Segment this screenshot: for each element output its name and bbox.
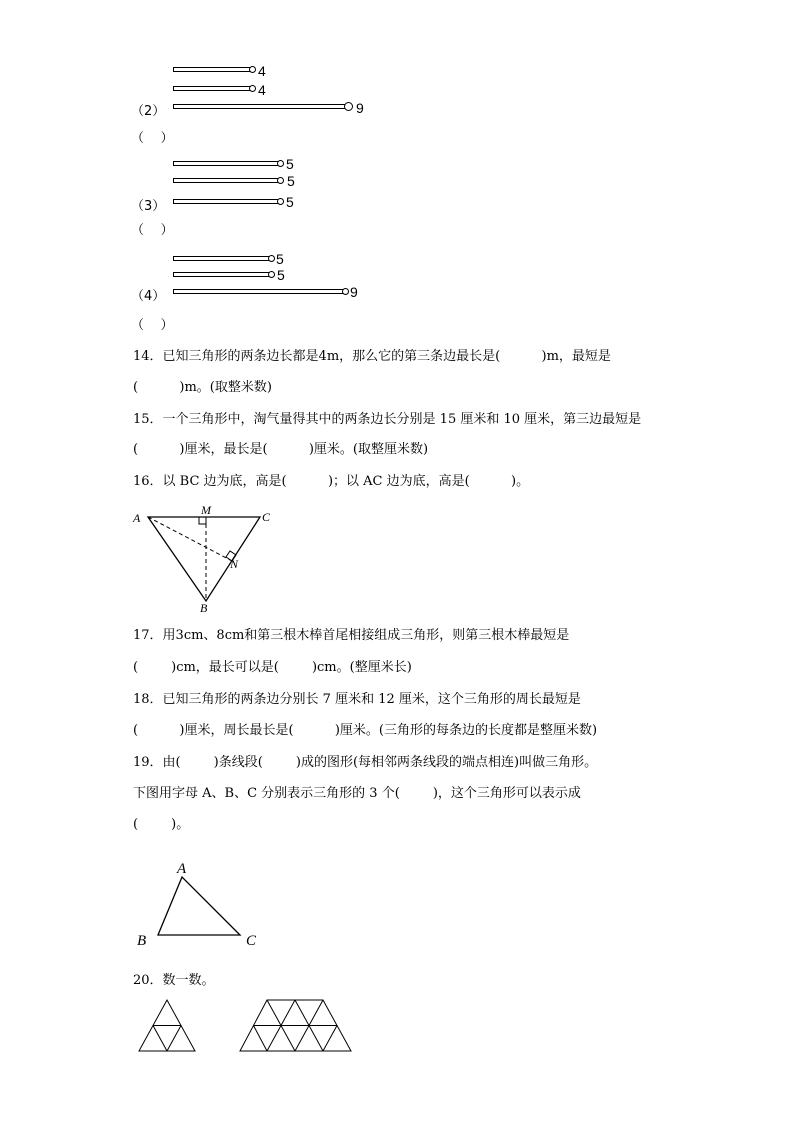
question-19-line3: ( )。 bbox=[133, 817, 190, 832]
question-14-line2: ( )m。(取整米数) bbox=[133, 380, 272, 395]
answer-blank[interactable]: （ ） bbox=[131, 223, 174, 238]
question-14-line1: 14．已知三角形的两条边长都是4m，那么它的第三条边最长是( )m，最短是 bbox=[133, 349, 611, 364]
group-label: （2） bbox=[131, 104, 166, 119]
rod bbox=[173, 86, 252, 91]
rod-length: 5 bbox=[277, 267, 285, 283]
rod-length: 9 bbox=[350, 284, 358, 300]
point-label-m: M bbox=[201, 503, 211, 517]
question-17-line2: ( )cm，最长可以是( )cm。(整厘米长) bbox=[133, 660, 412, 675]
rod-end bbox=[344, 102, 353, 111]
right-angle-mark-m bbox=[199, 517, 206, 524]
rod-length: 5 bbox=[276, 251, 284, 267]
triangle-abc-figure bbox=[130, 855, 270, 955]
question-20-line1: 20．数一数。 bbox=[133, 973, 215, 988]
question-17-line1: 17．用3cm、8cm和第三根木棒首尾相接组成三角形，则第三根木棒最短是 bbox=[133, 628, 570, 643]
rod-length: 5 bbox=[287, 173, 295, 189]
vertex-label-a: A bbox=[177, 861, 187, 877]
vertex-label-b: B bbox=[137, 933, 147, 949]
question-18-line2: ( )厘米，周长最长是( )厘米。(三角形的每条边的长度都是整厘米数) bbox=[133, 723, 598, 738]
rod-length: 5 bbox=[286, 156, 294, 172]
rod bbox=[173, 161, 280, 166]
rod-end bbox=[249, 66, 256, 73]
vertex-label-c: C bbox=[262, 510, 271, 524]
group-label: （3） bbox=[131, 199, 166, 214]
rod-length: 4 bbox=[258, 82, 266, 98]
question-19-line2: 下图用字母 A、B、C 分别表示三角形的 3 个( )，这个三角形可以表示成 bbox=[133, 786, 581, 801]
rod bbox=[173, 199, 280, 204]
rod bbox=[173, 289, 345, 294]
group-label: （4） bbox=[131, 289, 166, 304]
question-15-line1: 15．一个三角形中，淘气量得其中的两条边长分别是 15 厘米和 10 厘米，第三边最短是 bbox=[133, 412, 642, 427]
rod-length: 4 bbox=[258, 63, 266, 79]
point-label-n: N bbox=[230, 557, 239, 571]
answer-blank[interactable]: （ ） bbox=[131, 318, 174, 333]
question-18-line1: 18．已知三角形的两条边分别长 7 厘米和 12 厘米，这个三角形的周长最短是 bbox=[133, 692, 581, 707]
rod-end bbox=[277, 198, 284, 205]
triangle-count-figure-1 bbox=[137, 998, 197, 1054]
triangle-outline bbox=[158, 877, 240, 935]
rod-end bbox=[277, 177, 284, 184]
rod-end bbox=[249, 85, 256, 92]
rod-end bbox=[277, 160, 284, 167]
triangle-count-figure-2 bbox=[239, 998, 354, 1054]
vertex-label-a: A bbox=[133, 511, 141, 525]
answer-blank[interactable]: （ ） bbox=[131, 131, 174, 146]
rod-length: 5 bbox=[286, 194, 294, 210]
triangle-outline bbox=[148, 517, 260, 601]
rod bbox=[173, 67, 252, 72]
question-19-line1: 19．由( )条线段( )成的图形(每相邻两条线段的端点相连)叫做三角形。 bbox=[133, 755, 598, 770]
rod bbox=[173, 104, 347, 109]
rod-end bbox=[342, 288, 349, 295]
rod-end bbox=[268, 271, 275, 278]
vertex-label-b: B bbox=[200, 601, 208, 615]
question-15-line2: ( )厘米，最长是( )厘米。(取整厘米数) bbox=[133, 442, 429, 457]
question-16-line1: 16．以 BC 边为底，高是( )；以 AC 边为底，高是( )。 bbox=[133, 474, 530, 489]
rod bbox=[173, 272, 271, 277]
vertex-label-c: C bbox=[246, 933, 257, 949]
rod bbox=[173, 178, 280, 183]
rod bbox=[173, 256, 271, 261]
height-bn bbox=[148, 517, 232, 561]
rod-length: 9 bbox=[356, 100, 364, 116]
rod-end bbox=[268, 255, 275, 262]
triangle-abc-heights-figure bbox=[130, 505, 290, 615]
